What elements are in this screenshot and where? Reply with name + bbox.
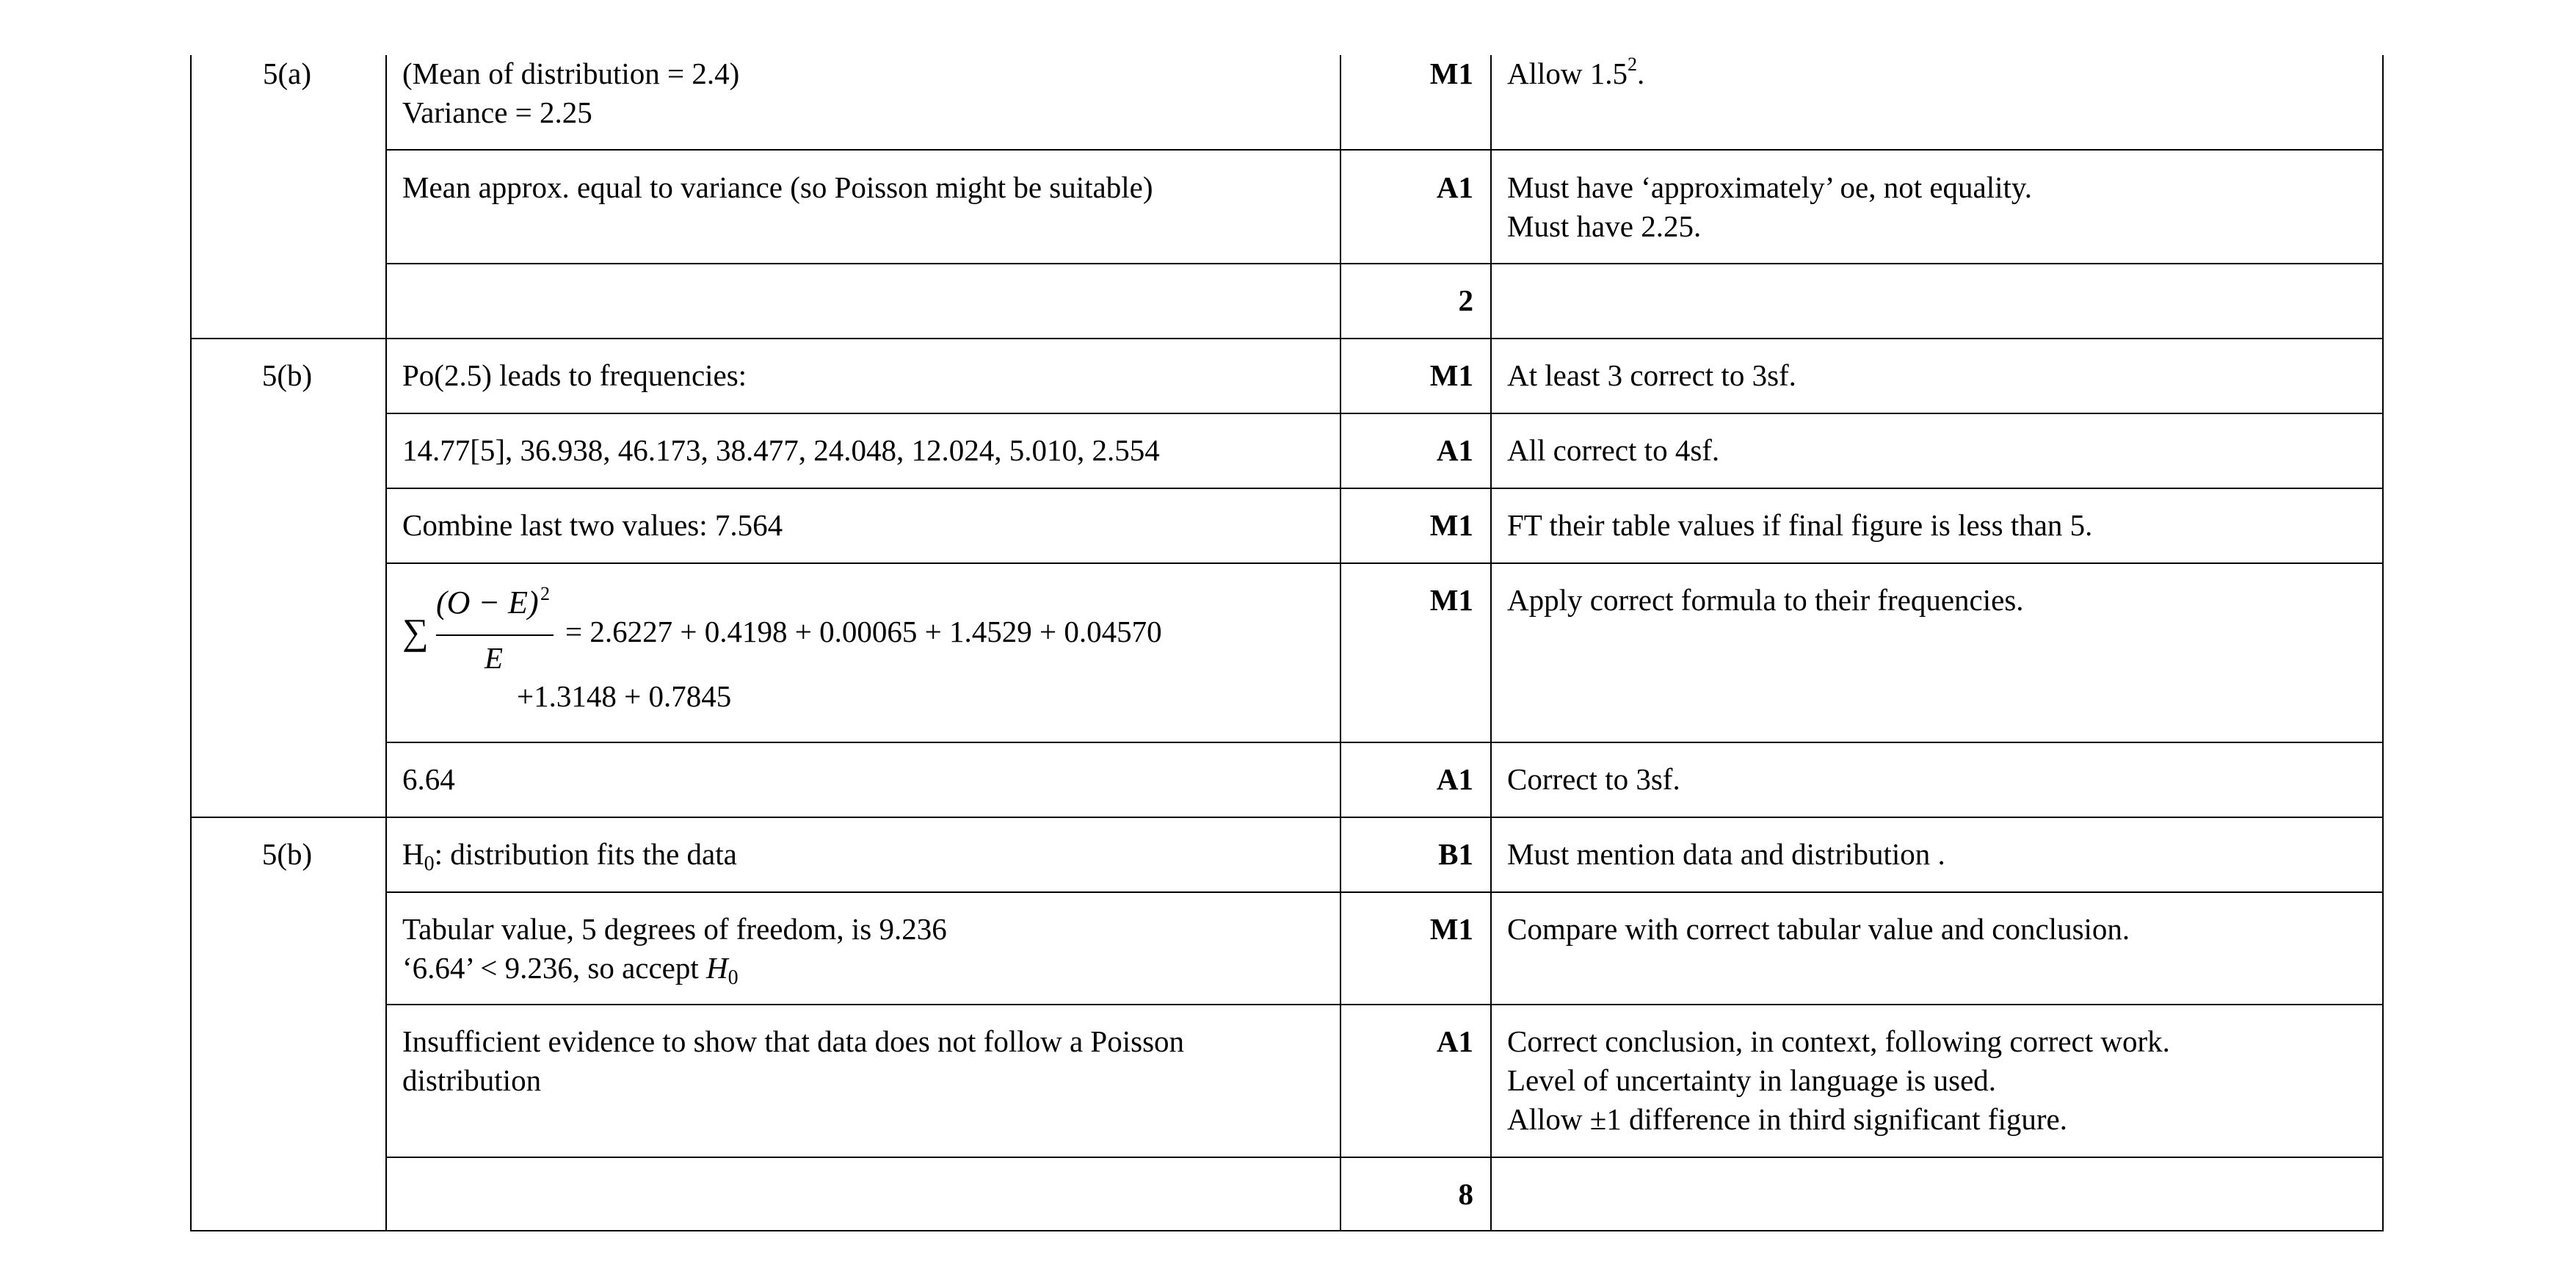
answer-text <box>402 1022 1184 1100</box>
answer-text: 14.77[5], 36.938, 46.173, 38.477, 24.048, 12.024, 5.010, 2.554 <box>402 433 1160 467</box>
answer-line: Variance = 2.25 <box>402 95 592 129</box>
guidance-text: Correct to 3sf. <box>1507 762 1680 796</box>
formula-rhs-line2: +1.3148 + 0.7845 <box>517 679 732 713</box>
guidance-text <box>1507 54 1644 93</box>
sigma-symbol: ∑ <box>402 611 429 652</box>
question-number: 5(b) <box>261 358 313 392</box>
table-border-right <box>2382 55 2384 1231</box>
guidance-suffix: . <box>1637 57 1645 90</box>
guidance-text: At least 3 correct to 3sf. <box>1507 358 1796 392</box>
mark-code: M1 <box>1429 508 1473 542</box>
row-divider <box>385 413 2384 414</box>
mark-code: B1 <box>1438 837 1473 871</box>
row-divider <box>385 562 2384 564</box>
table-border-bottom <box>190 1230 2384 1231</box>
guidance-line: Must have ‘approximately’ oe, not equality. <box>1507 170 2033 204</box>
row-divider <box>385 488 2384 489</box>
answer-text <box>402 54 739 132</box>
row-divider <box>385 742 2384 743</box>
hypothesis-subscript: 0 <box>728 966 739 989</box>
question-number: 5(a) <box>262 57 311 90</box>
answer-text: Po(2.5) leads to frequencies: <box>402 358 747 392</box>
row-divider <box>385 149 2384 151</box>
question-number: 5(b) <box>261 837 313 871</box>
row-divider <box>385 1157 2384 1158</box>
fraction-bar <box>436 634 554 636</box>
mark-code: M1 <box>1429 358 1473 392</box>
guidance-line: Level of uncertainty in language is used. <box>1507 1063 1997 1097</box>
hypothesis-symbol: H <box>706 951 728 985</box>
guidance-line: Correct conclusion, in context, following correct work. <box>1507 1024 2170 1058</box>
row-divider <box>190 338 2384 339</box>
mark-code: A1 <box>1436 762 1473 796</box>
guidance-superscript: 2 <box>1628 54 1637 75</box>
answer-text: 6.64 <box>402 762 455 796</box>
row-divider <box>385 263 2384 264</box>
table-border-left <box>190 55 192 1231</box>
guidance-line: Allow ±1 difference in third significant figure. <box>1507 1102 2067 1136</box>
answer-text: Mean approx. equal to variance (so Poisson might be suitable) <box>402 170 1153 204</box>
formula-numerator: (O − E) <box>436 585 539 621</box>
answer-line: distribution <box>402 1063 542 1097</box>
answer-line: Tabular value, 5 degrees of freedom, is 9.236 <box>402 912 947 946</box>
answer-line: Insufficient evidence to show that data does not follow a Poisson <box>402 1024 1185 1058</box>
formula-exponent: 2 <box>540 583 550 604</box>
formula-denominator: E <box>485 641 504 675</box>
mark-code: M1 <box>1429 912 1473 946</box>
hypothesis-subscript: 0 <box>424 853 435 875</box>
mark-code: A1 <box>1436 170 1473 204</box>
mark-code: M1 <box>1429 57 1473 90</box>
mark-total: 8 <box>1458 1177 1473 1211</box>
guidance-text: Compare with correct tabular value and conclusion. <box>1507 912 2130 946</box>
column-divider-question <box>385 55 387 1231</box>
answer-text <box>402 835 737 874</box>
row-divider <box>385 891 2384 893</box>
answer-text: Combine last two values: 7.564 <box>402 508 783 542</box>
answer-text <box>402 910 947 988</box>
answer-line <box>402 949 947 988</box>
hypothesis-symbol: H <box>402 837 424 871</box>
guidance-text <box>1507 168 2032 246</box>
guidance-text: FT their table values if final figure is less than 5. <box>1507 508 2093 542</box>
row-divider <box>385 1004 2384 1005</box>
guidance-text: Apply correct formula to their frequencies. <box>1507 583 2024 617</box>
guidance-text: All correct to 4sf. <box>1507 433 1720 467</box>
mark-code: M1 <box>1429 583 1473 617</box>
row-divider <box>190 817 2384 818</box>
mark-total: 2 <box>1458 283 1473 317</box>
guidance-text <box>1507 1022 2170 1139</box>
guidance-prefix: Allow 1.5 <box>1507 57 1628 90</box>
hypothesis-text: : distribution fits the data <box>434 837 737 871</box>
chi-squared-formula <box>402 580 1327 734</box>
mark-code: A1 <box>1436 1024 1473 1058</box>
guidance-line: Must have 2.25. <box>1507 209 1702 243</box>
answer-line2-prefix: ‘6.64’ < 9.236, so accept <box>402 951 707 985</box>
formula-rhs-line1: = 2.6227 + 0.4198 + 0.00065 + 1.4529 + 0.04570 <box>565 615 1162 648</box>
mark-code: A1 <box>1436 433 1473 467</box>
column-divider-mark <box>1490 55 1492 1231</box>
answer-line: (Mean of distribution = 2.4) <box>402 57 740 90</box>
guidance-text: Must mention data and distribution . <box>1507 837 1945 871</box>
